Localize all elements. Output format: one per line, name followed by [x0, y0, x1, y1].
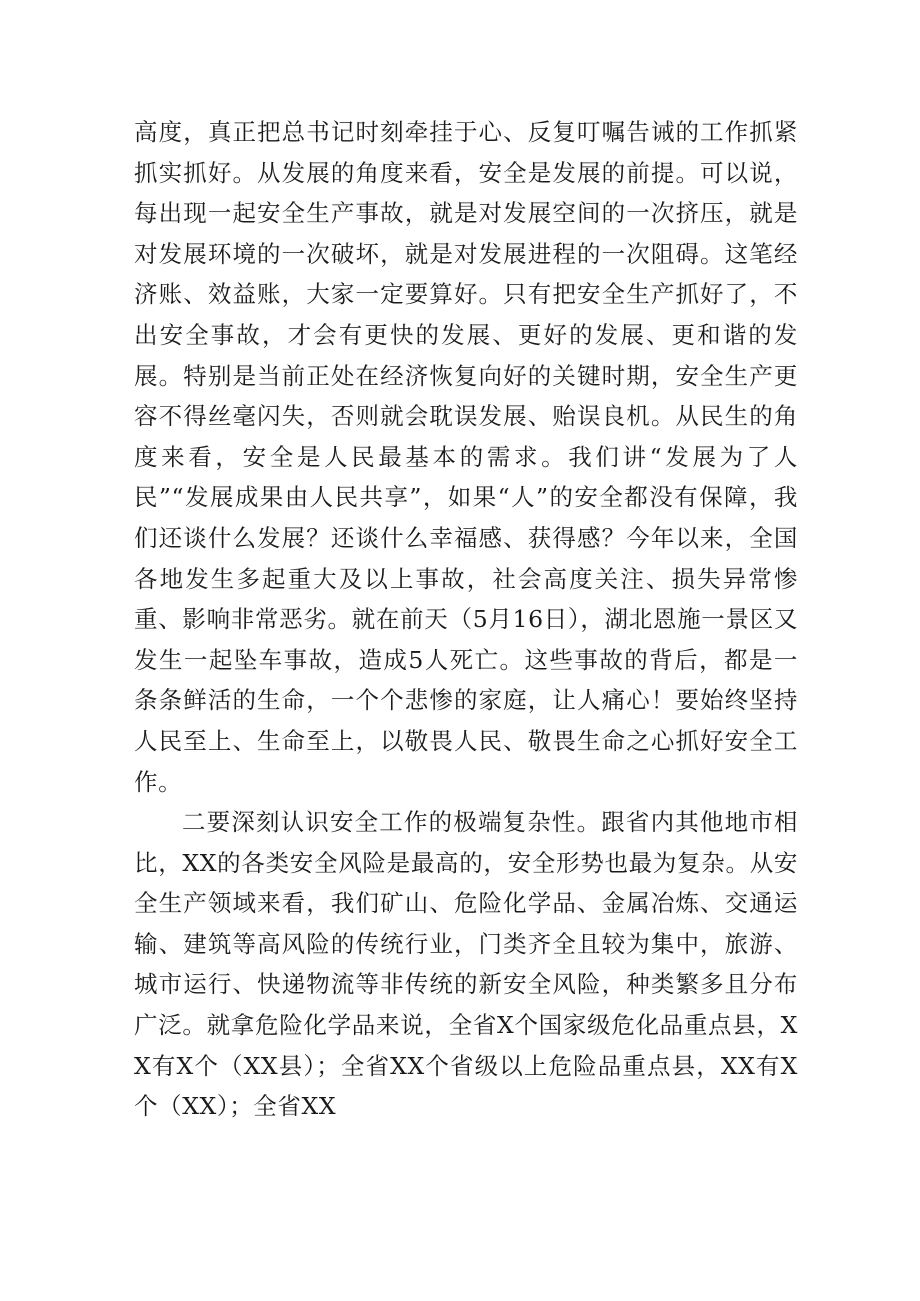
paragraph-second-point: 二要深刻认识安全工作的极端复杂性。跟省内其他地市相比，XX的各类安全风险是最高的，安全形势也最为复杂。从安全生产领域来看，我们矿山、危险化学品、金属冶炼、交通运输、建筑等高风险的传统行业，门类齐全且较为集中，旅游、城市运行、快递物流等非传统的新安全风险，种类繁多且分布广泛。就拿危险化学品来说，全省X个国家级危化品重点县，XX有X个（XX县）；全省XX个省级以上危险品重点县，XX有X个（XX）；全省XX — [134, 808, 798, 1121]
body-text — [134, 112, 798, 1127]
paragraph-continued: 高度，真正把总书记时刻牵挂于心、反复叮嘱告诫的工作抓紧抓实抓好。从发展的角度来看，安全是发展的前提。可以说，每出现一起安全生产事故，就是对发展空间的一次挤压，就是对发展环境的一次破坏，就是对发展进程的一次阻碍。这笔经济账、效益账，大家一定要算好。只有把安全生产抓好了，不出安全事故，才会有更快的发展、更好的发展、更和谐的发展。特别是当前正处在经济恢复向好的关键时期，安全生产更容不得丝毫闪失，否则就会耽误发展、贻误良机。从民生的角度来看，安全是人民最基本的需求。我们讲“发展为了人民”“发展成果由人民共享”，如果“人”的安全都没有保障，我们还谈什么发展？还谈什么幸福感、获得感？今年以来，全国各地发生多起重大及以上事故，社会高度关注、损失异常惨重、影响非常恶劣。就在前天（5月16日），湖北恩施一景区又发生一起坠车事故，造成5人死亡。这些事故的背后，都是一条条鲜活的生命，一个个悲惨的家庭，让人痛心！要始终坚持人民至上、生命至上，以敬畏人民、敬畏生命之心抓好安全工作。 — [134, 118, 798, 796]
